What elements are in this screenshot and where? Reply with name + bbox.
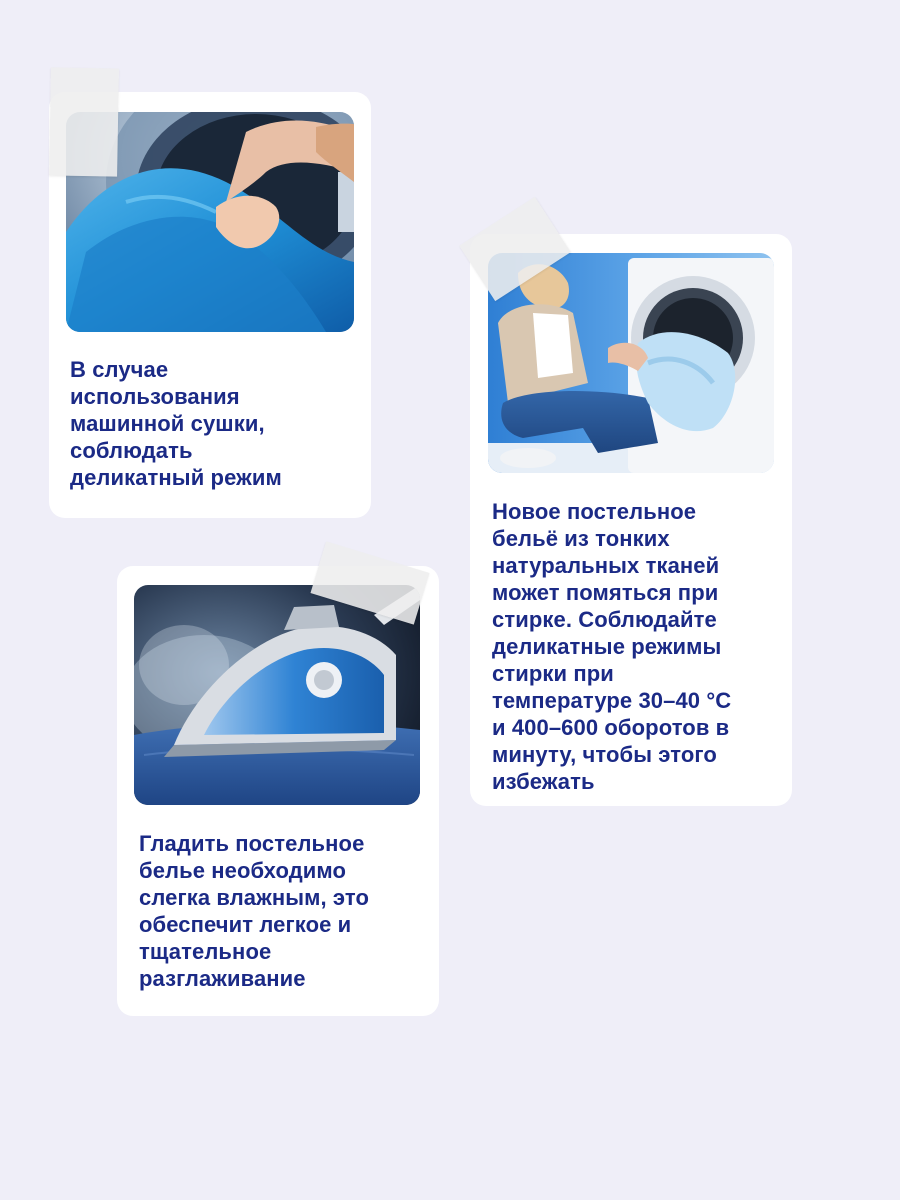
woman-washing-machine-photo bbox=[488, 253, 774, 473]
tape-strip bbox=[49, 67, 119, 176]
card-caption: Гладить постельное белье необходимо слегка влажным, это обеспечит легкое и тщательное разглаживание bbox=[139, 831, 369, 991]
card-caption: В случае использования машинной сушки, соблюдать деликатный режим bbox=[70, 357, 282, 490]
steam-iron-photo bbox=[134, 585, 420, 805]
info-card-ironing bbox=[117, 566, 439, 1016]
info-card-washing bbox=[470, 234, 792, 806]
card-caption: Новое постельное бельё из тонких натуральных тканей может помяться при стирке. Соблюдайте деликатные режимы стирки при температуре 30–40 °C и 400–600 оборотов в минуту, чтобы этого избежать bbox=[492, 499, 732, 794]
